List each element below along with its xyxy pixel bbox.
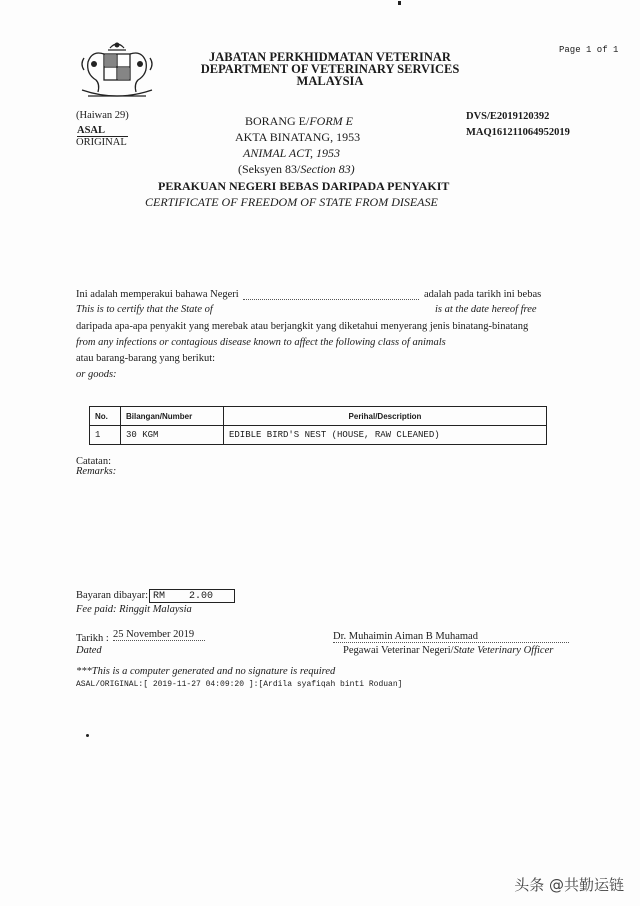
- certify-malay-start: Ini adalah memperakui bahawa Negeri: [76, 289, 239, 300]
- remarks-english: Remarks:: [76, 466, 117, 477]
- date-label-english: Dated: [76, 645, 102, 656]
- permit-number: MAQ161211064952019: [466, 127, 570, 138]
- disease-clause-english: from any infections or contagious disease known to affect the following class of animals: [76, 337, 446, 348]
- fee-label-malay: Bayaran dibayar:: [76, 590, 149, 601]
- officer-title-english: State Veterinary Officer: [453, 645, 554, 656]
- haiwan-code: (Haiwan 29): [76, 110, 129, 121]
- computer-generated-note: ***This is a computer generated and no signature is required: [76, 666, 336, 677]
- remarks-malay: Catatan:: [76, 456, 111, 467]
- goods-table: [89, 406, 547, 445]
- audit-trail: ASAL/ORIGINAL:[ 2019-11-27 04:09:20 ]:[Ardila syafiqah binti Roduan]: [76, 680, 403, 689]
- watermark: 头条 @共勤运链: [514, 876, 624, 894]
- section-malay: (Seksyen 83/: [238, 162, 301, 176]
- state-blank: [243, 293, 419, 300]
- department-english: DEPARTMENT OF VETERINARY SERVICES: [200, 62, 460, 76]
- officer-title-malay: Pegawai Veterinar Negeri/: [343, 645, 454, 656]
- department-malay: JABATAN PERKHIDMATAN VETERINAR: [209, 50, 451, 64]
- officer-name: Dr. Muhaimin Aiman B Muhamad: [333, 631, 569, 643]
- header-number: Bilangan/Number: [121, 407, 224, 426]
- copy-type-english: ORIGINAL: [76, 137, 127, 148]
- title-malay: PERAKUAN NEGERI BEBAS DARIPADA PENYAKIT: [158, 179, 450, 193]
- fee-label-english: Fee paid: Ringgit Malaysia: [76, 604, 192, 615]
- speck: [398, 1, 401, 5]
- cell-description: EDIBLE BIRD'S NEST (HOUSE, RAW CLEANED): [224, 426, 547, 445]
- title-english: CERTIFICATE OF FREEDOM OF STATE FROM DISEASE: [145, 195, 438, 209]
- form-label-malay: BORANG E/: [245, 114, 310, 128]
- officer-title: [343, 645, 553, 656]
- country: MALAYSIA: [296, 74, 364, 88]
- section-label: [238, 162, 355, 177]
- certify-english-end: is at the date hereof free: [435, 304, 537, 315]
- act-english: ANIMAL ACT, 1953: [243, 146, 341, 160]
- table-header-row: [90, 407, 547, 426]
- copy-type-malay: ASAL: [77, 125, 128, 137]
- section-english: Section 83): [300, 162, 355, 176]
- date-value: 25 November 2019: [113, 629, 205, 641]
- form-label-english: FORM E: [309, 114, 353, 128]
- certify-english-start: This is to certify that the State of: [76, 304, 213, 315]
- reference-number: DVS/E2019120392: [466, 111, 550, 122]
- table-row: [90, 426, 547, 445]
- certify-malay-end: adalah pada tarikh ini bebas: [424, 289, 542, 300]
- goods-clause-malay: atau barang-barang yang berikut:: [76, 353, 216, 364]
- form-label: [245, 114, 353, 129]
- fee-amount: RM 2.00: [149, 589, 235, 603]
- header-description: Perihal/Description: [224, 407, 547, 426]
- page-number: Page 1 of 1: [559, 45, 619, 55]
- coat-of-arms-icon: [74, 40, 160, 104]
- speck: [86, 734, 89, 737]
- header-no: No.: [90, 407, 121, 426]
- date-label-malay: Tarikh :: [76, 633, 109, 644]
- cell-quantity: 30 KGM: [121, 426, 224, 445]
- cell-no: 1: [90, 426, 121, 445]
- goods-clause-english: or goods:: [76, 369, 117, 380]
- act-malay: AKTA BINATANG, 1953: [235, 130, 361, 144]
- disease-clause-malay: daripada apa-apa penyakit yang merebak atau berjangkit yang diketahui menyerang jenis binatang-binatang: [76, 321, 529, 332]
